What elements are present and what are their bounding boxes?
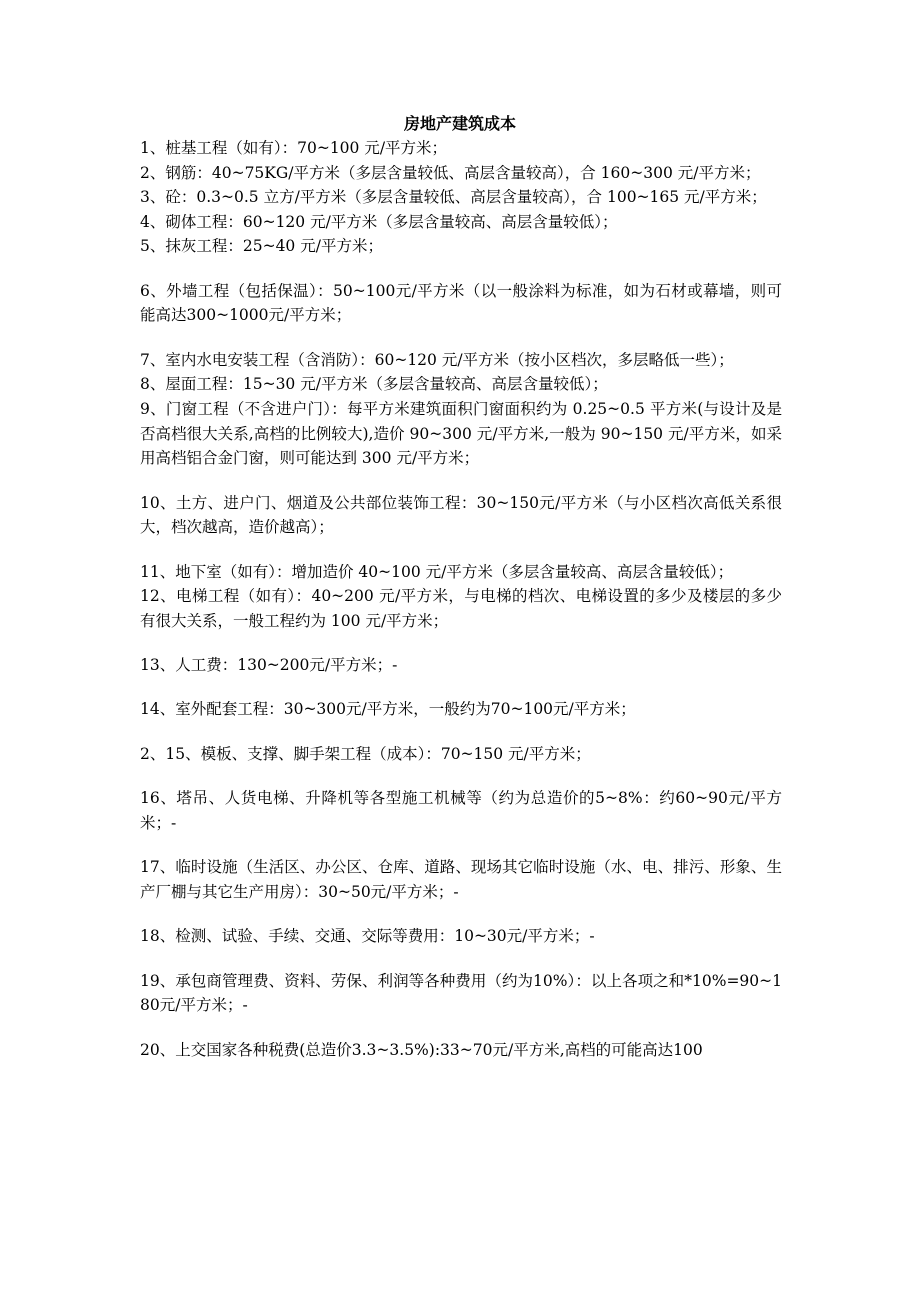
paragraph-gap [140,835,782,855]
paragraph-gap [140,766,782,786]
item-testing-fees: 18、检测、试验、手续、交通、交际等费用：10~30元/平方米；- [140,927,595,946]
item-taxes: 20、上交国家各种税费(总造价3.3~3.5%):33~70元/平方米,高档的可能高达100 [140,1040,703,1059]
item-elevator: 12、电梯工程（如有）：40~200 元/平方米，与电梯的档次、电梯设置的多少及楼层的多少有很大关系，一般工程约为 100 元/平方米； [140,587,782,630]
item-construction-machinery: 16、塔吊、人货电梯、升降机等各型施工机械等（约为总造价的5~8%：约60~90元/平方米；- [140,789,782,832]
item-concrete: 3、砼：0.3~0.5 立方/平方米（多层含量较低、高层含量较高），合 100~165 元/平方米； [140,188,767,207]
document-title: 房地产建筑成本 [403,114,516,133]
item-outdoor-facilities: 14、室外配套工程：30~300元/平方米，一般约为70~100元/平方米； [140,700,636,719]
paragraph-gap [140,259,782,279]
item-doors-windows: 9、门窗工程（不含进户门）：每平方米建筑面积门窗面积约为 0.25~0.5 平方米(与设计及是否高档很大关系,高档的比例较大),造价 90~300 元/平方米,一般为 90~150 元/平方米，如采用高档铝合金门窗，则可能达到 300 元/平方米； [140,399,782,468]
paragraph-gap [140,633,782,653]
item-rebar: 2、钢筋：40~75KG/平方米（多层含量较低、高层含量较高），合 160~300 元/平方米； [140,163,761,182]
item-pile-foundation: 1、桩基工程（如有）：70~100 元/平方米； [140,139,448,157]
paragraph-gap [140,471,782,491]
item-earthwork-decoration: 10、土方、进户门、烟道及公共部位装饰工程：30~150元/平方米（与小区档次高低关系很大，档次越高，造价越高）； [140,493,782,537]
item-exterior-wall: 6、外墙工程（包括保温）：50~100元/平方米（以一般涂料为标准，如为石材或幕墙，则可能高达300~1000元/平方米； [140,281,782,325]
item-masonry: 4、砌体工程：60~120 元/平方米（多层含量较高、高层含量较低）； [140,212,618,231]
item-contractor-management: 19、承包商管理费、资料、劳保、利润等各种费用（约为10%）：以上各项之和*10%=90~180元/平方米；- [140,971,782,1015]
item-roofing: 8、屋面工程：15~30 元/平方米（多层含量较高、高层含量较低）； [140,375,608,394]
paragraph-gap [140,328,782,348]
document-body [140,136,782,1062]
paragraph-gap [140,949,782,969]
paragraph-gap [140,678,782,698]
paragraph-gap [140,1018,782,1038]
paragraph-gap [140,904,782,924]
paragraph-gap [140,722,782,742]
item-basement: 11、地下室（如有）：增加造价 40~100 元/平方米（多层含量较高、高层含量较低）； [140,562,734,581]
item-plastering: 5、抹灰工程：25~40 元/平方米； [140,237,383,256]
item-mep-installation: 7、室内水电安装工程（含消防）：60~120 元/平方米（按小区档次，多层略低一些）； [140,350,734,369]
paragraph-gap [140,540,782,560]
item-formwork-scaffolding: 2、15、模板、支撑、脚手架工程（成本）：70~150 元/平方米； [140,744,591,763]
item-labor-cost: 13、人工费：130~200元/平方米；- [140,656,398,675]
item-temporary-facilities: 17、临时设施（生活区、办公区、仓库、道路、现场其它临时设施（水、电、排污、形象、生产厂棚与其它生产用房）：30~50元/平方米；- [140,858,782,901]
